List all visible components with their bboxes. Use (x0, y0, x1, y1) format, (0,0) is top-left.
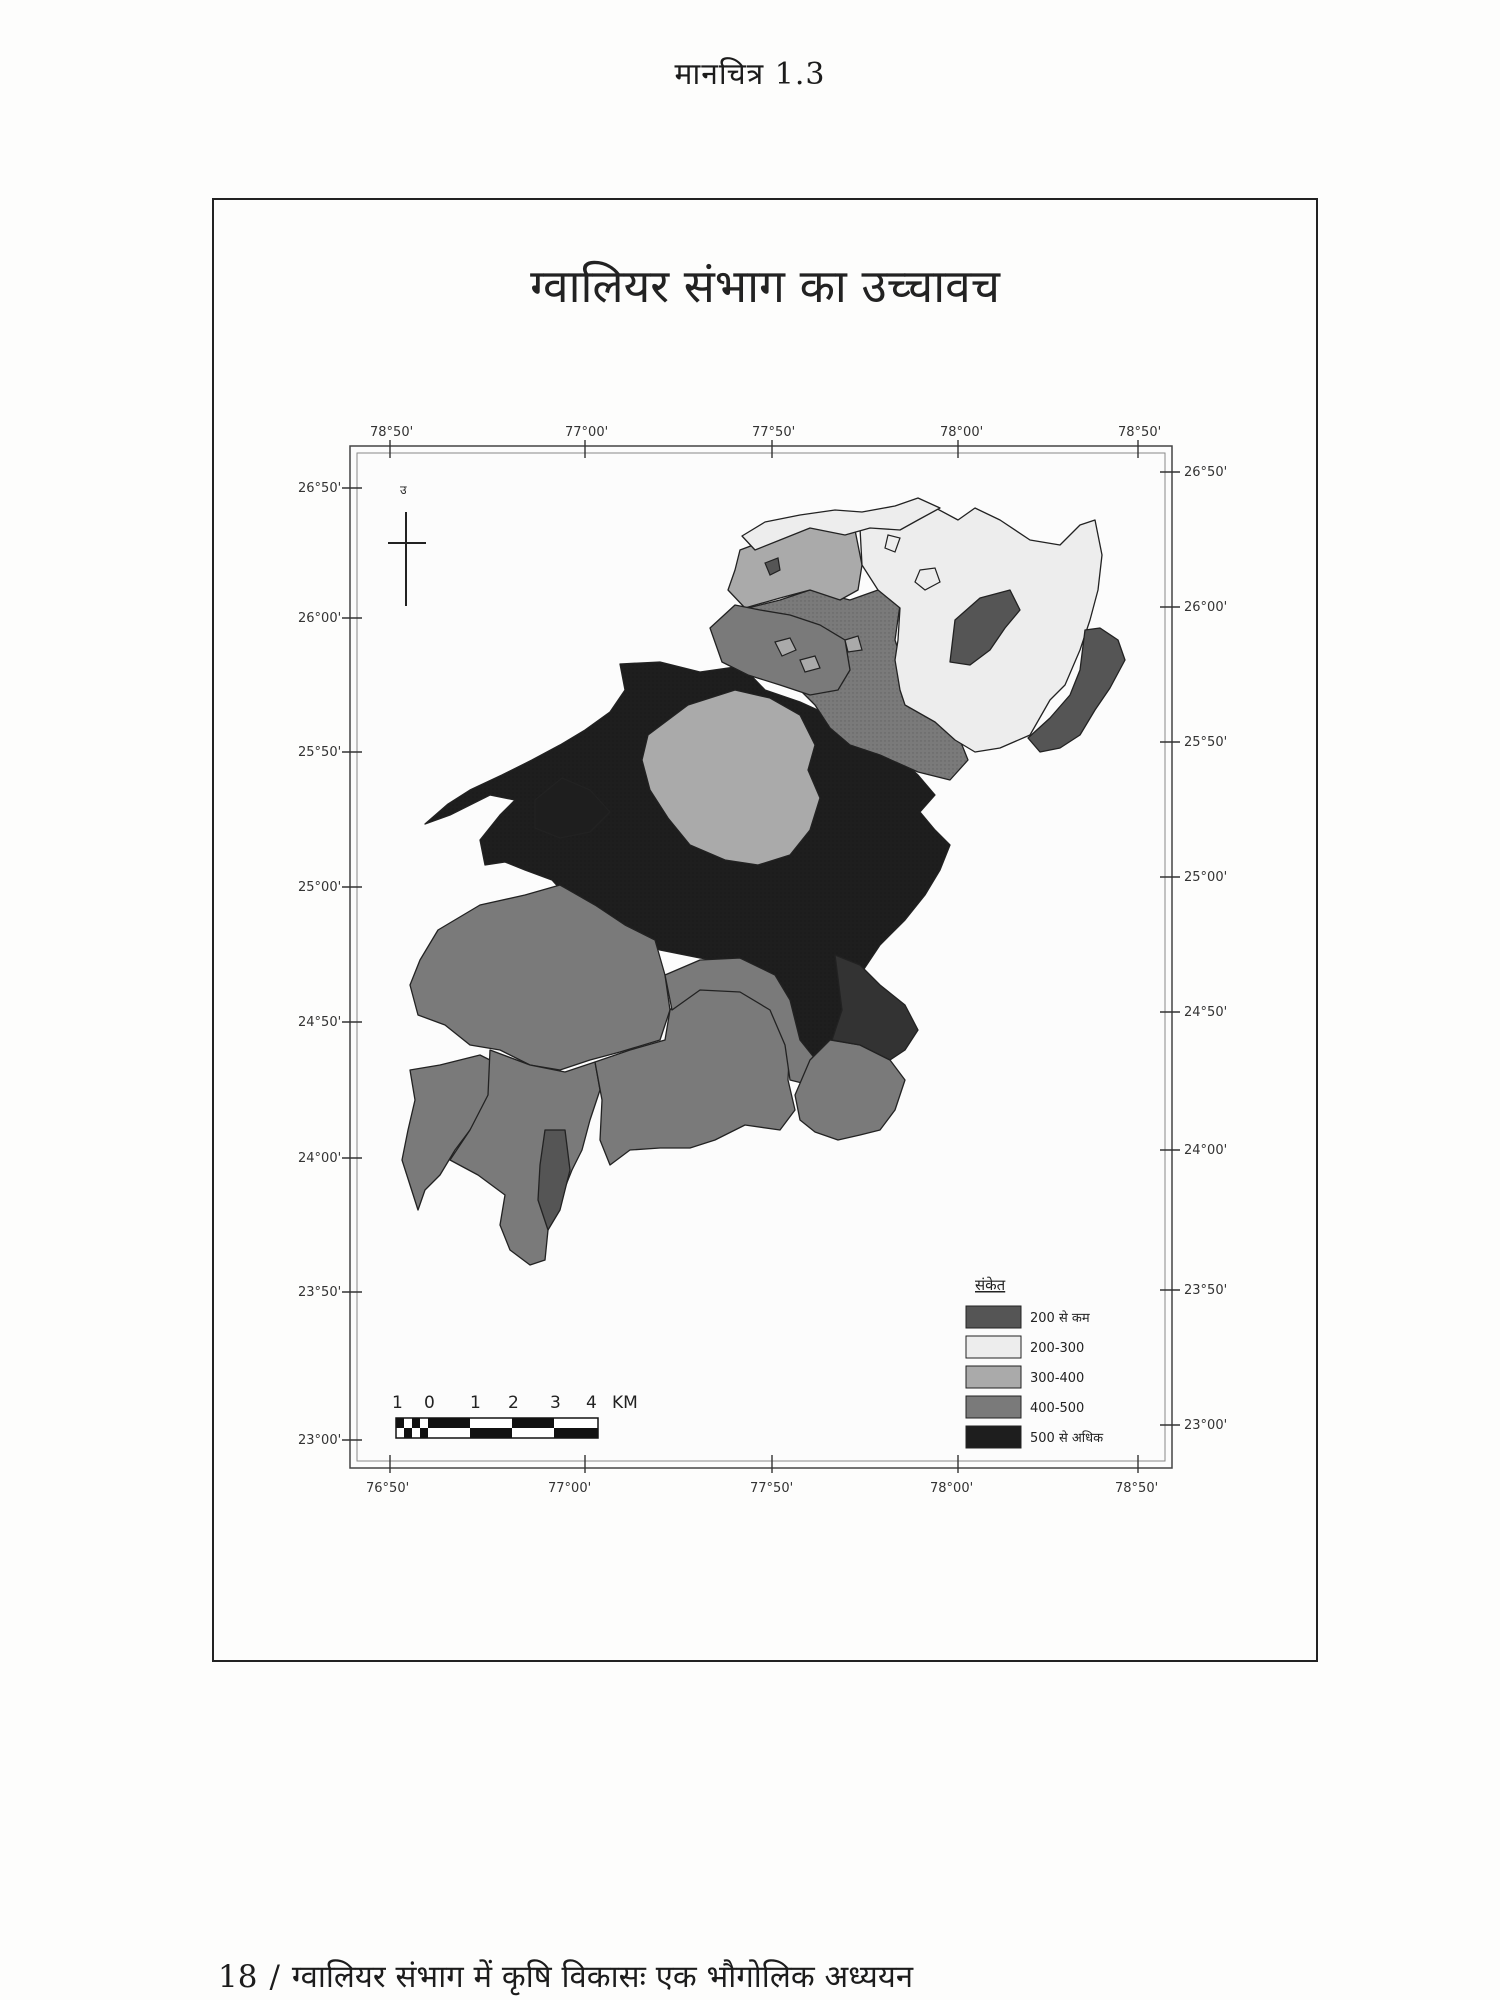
legend-label-4: 400-500 (1030, 1401, 1085, 1416)
top-lon-label-3: 77°50' (752, 425, 796, 440)
top-lon-label-4: 78°00' (940, 425, 984, 440)
right-lat-label-6: 24°00' (1184, 1143, 1228, 1158)
page-heading: मानचित्र 1.3 (674, 57, 826, 92)
right-lat-label-2: 26°00' (1184, 600, 1228, 615)
north-label: उ (400, 483, 407, 497)
bottom-lon-label-2: 77°00' (548, 1481, 592, 1496)
page-footer (218, 1955, 913, 1997)
legend-label-2: 200-300 (1030, 1341, 1085, 1356)
top-lon-label-2: 77°00' (565, 425, 609, 440)
scale-label-4: 4 (586, 1393, 597, 1413)
left-lat-label-4: 25°00' (298, 880, 342, 895)
legend-label-1: 200 से कम (1030, 1311, 1090, 1326)
scale-unit: KM (612, 1393, 638, 1413)
scale-label-one: 1 (470, 1393, 481, 1413)
map-title: ग्वालियर संभाग का उच्चावच (530, 259, 1000, 313)
bottom-lon-label-5: 78°50' (1115, 1481, 1159, 1496)
right-lat-label-5: 24°50' (1184, 1005, 1228, 1020)
bottom-lon-label-3: 77°50' (750, 1481, 794, 1496)
scale-label-1: 1 (392, 1393, 403, 1413)
legend-label-5: 500 से अधिक (1030, 1431, 1104, 1446)
legend-swatch-3 (966, 1366, 1021, 1388)
page-number: 18 (218, 1959, 258, 1995)
scale-label-2: 2 (508, 1393, 519, 1413)
top-lon-label-5: 78°50' (1118, 425, 1162, 440)
legend-label-3: 300-400 (1030, 1371, 1085, 1386)
left-lat-label-8: 23°00' (298, 1433, 342, 1448)
legend-title: संकेत (975, 1276, 1006, 1294)
right-lat-label-1: 26°50' (1184, 465, 1228, 480)
right-lat-label-3: 25°50' (1184, 735, 1228, 750)
left-lat-label-1: 26°50' (298, 481, 342, 496)
left-lat-label-5: 24°50' (298, 1015, 342, 1030)
footer-separator: / (269, 1959, 280, 1995)
bottom-lon-label-4: 78°00' (930, 1481, 974, 1496)
scale-label-3: 3 (550, 1393, 561, 1413)
legend-swatch-4 (966, 1396, 1021, 1418)
bottom-lon-label-1: 76°50' (366, 1481, 410, 1496)
legend-swatch-1 (966, 1306, 1021, 1328)
left-lat-label-2: 26°00' (298, 611, 342, 626)
right-lat-label-7: 23°50' (1184, 1283, 1228, 1298)
right-lat-label-8: 23°00' (1184, 1418, 1228, 1433)
legend-swatch-5 (966, 1426, 1021, 1448)
scale-label-0: 0 (424, 1393, 435, 1413)
left-lat-label-7: 23°50' (298, 1285, 342, 1300)
left-lat-label-3: 25°50' (298, 745, 342, 760)
right-lat-label-4: 25°00' (1184, 870, 1228, 885)
legend-swatch-2 (966, 1336, 1021, 1358)
left-lat-label-6: 24°00' (298, 1151, 342, 1166)
top-lon-label-1: 78°50' (370, 425, 414, 440)
book-title: ग्वालियर संभाग में कृषि विकासः एक भौगोलिक अध्ययन (291, 1959, 914, 1995)
